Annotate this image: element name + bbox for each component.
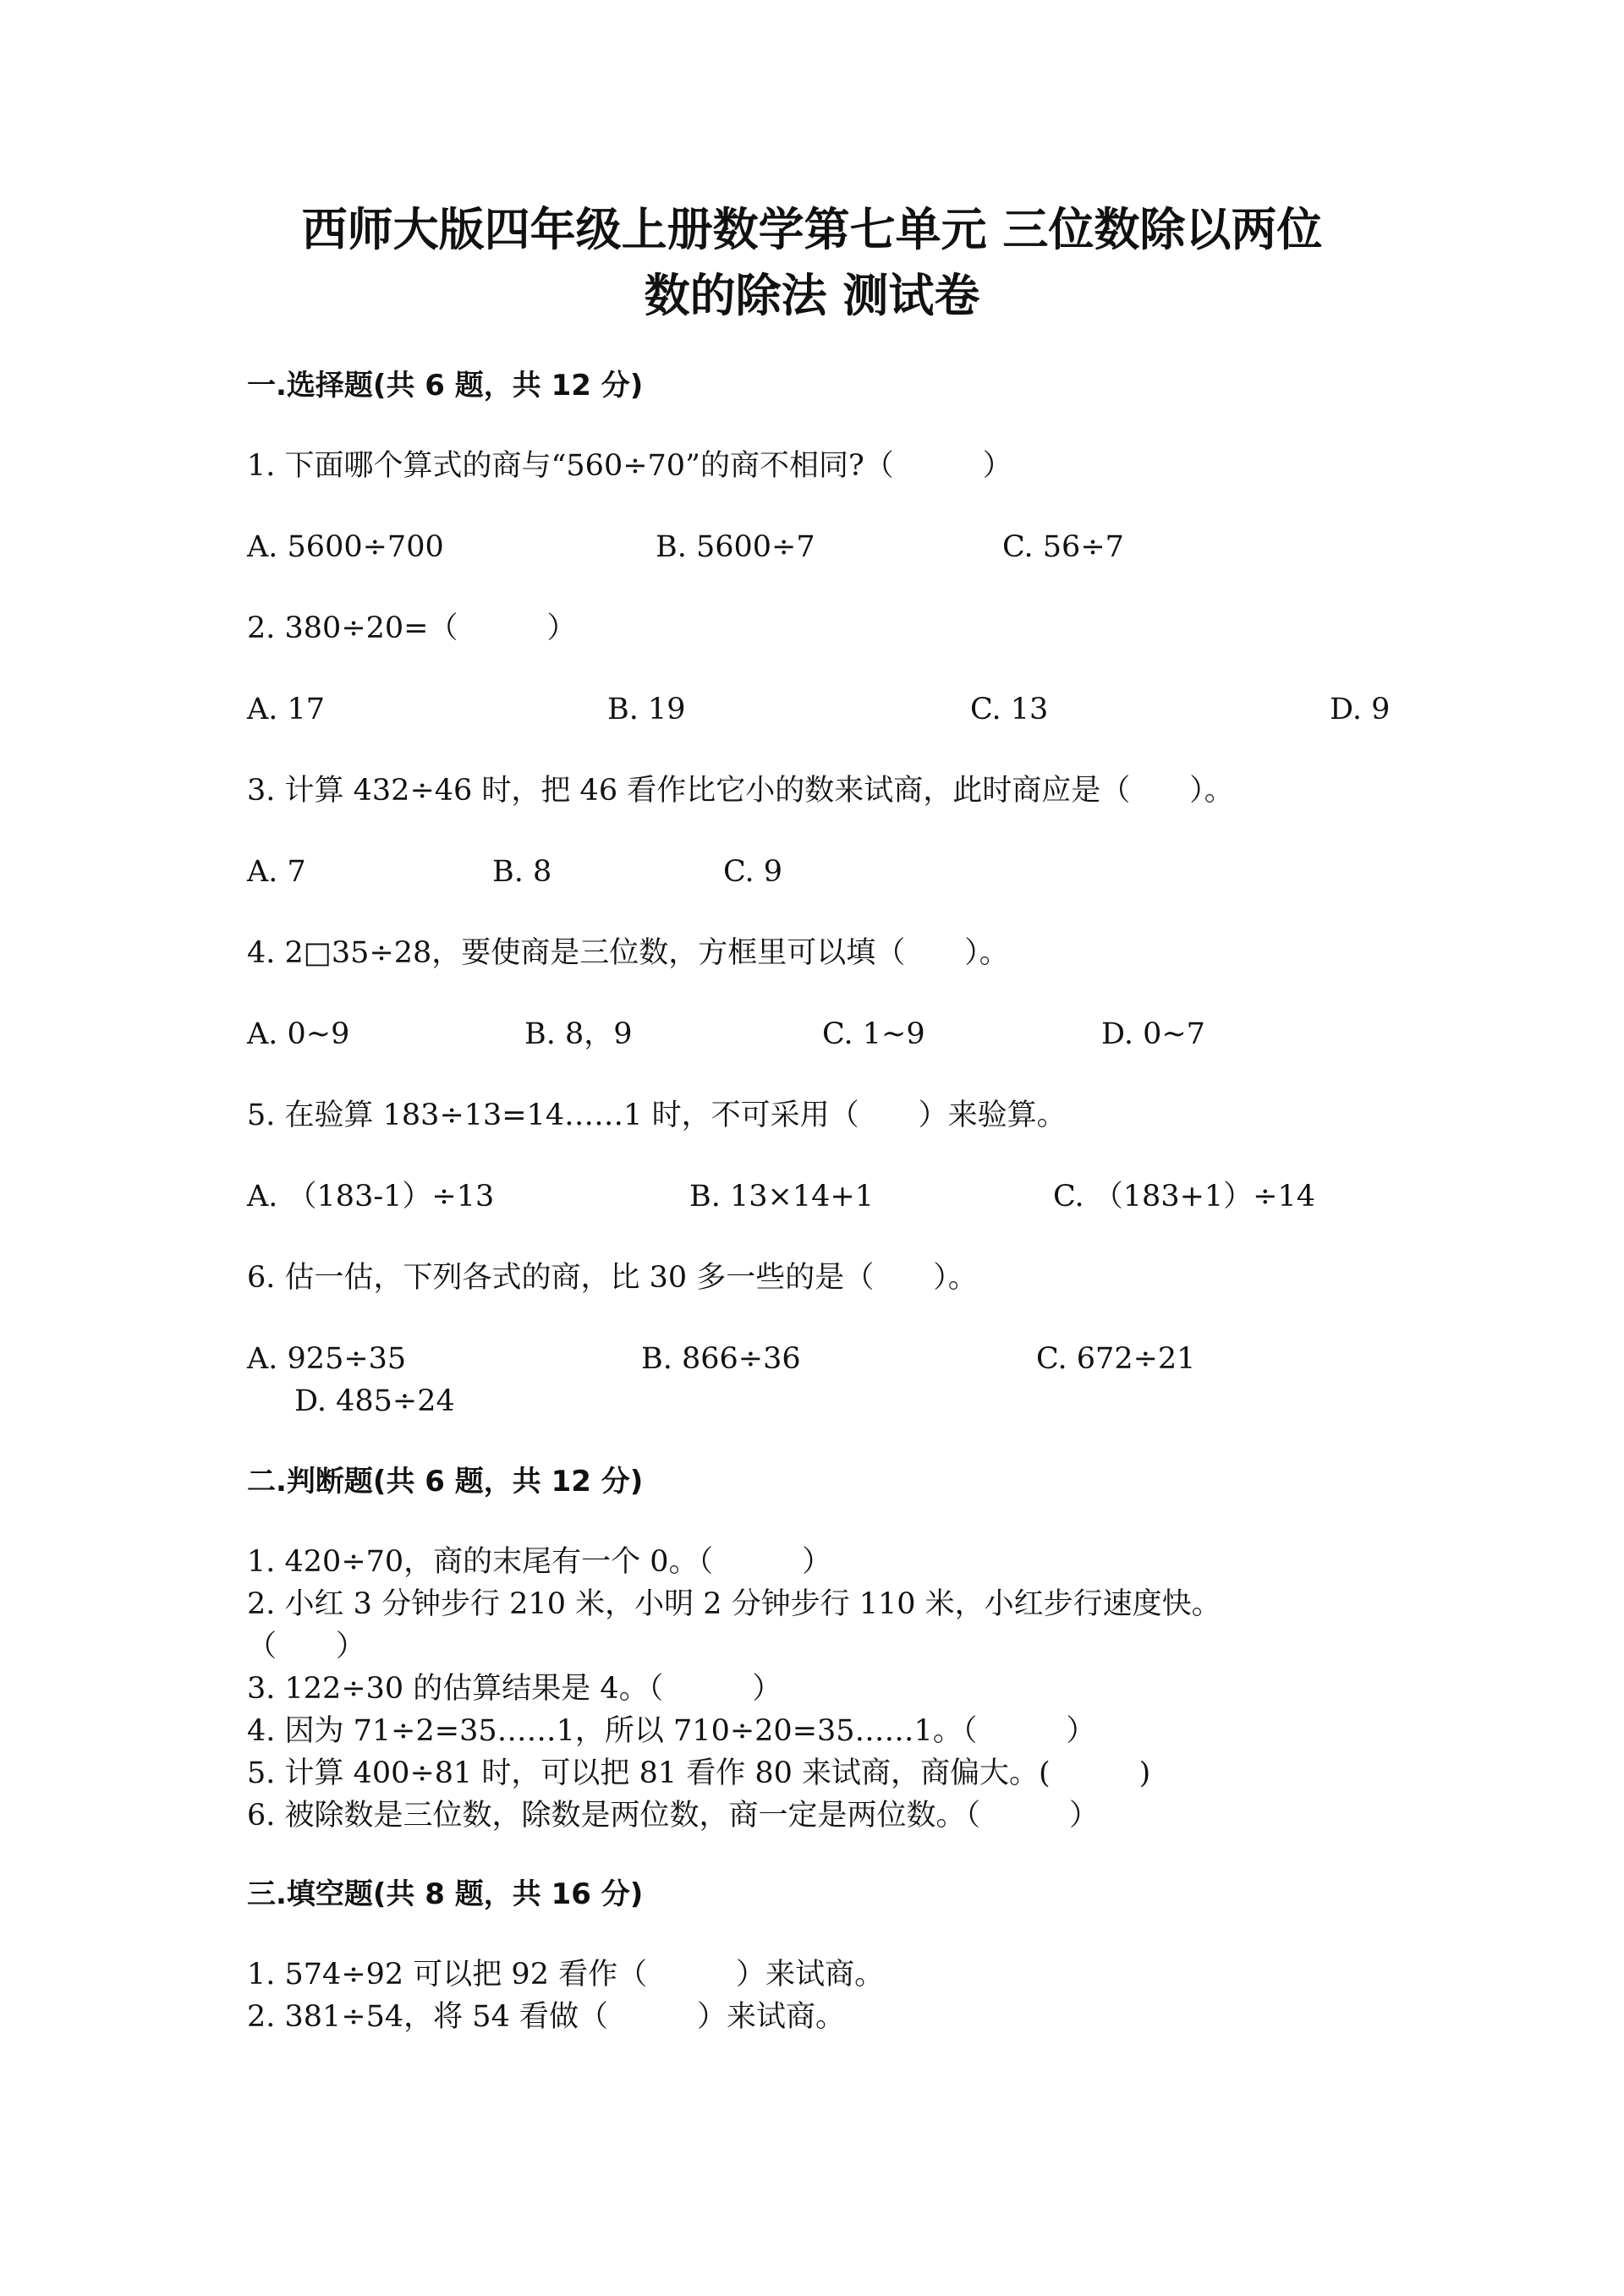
question-5: 5. 在验算 183÷13=14……1 时，不可采用（ ）来验算。 xyxy=(247,1099,1067,1132)
q4-option-a: A. 0~9 xyxy=(247,1017,350,1051)
q3-option-c: C. 9 xyxy=(723,855,783,889)
q3-option-b: B. 8 xyxy=(492,855,552,889)
q4-option-d: D. 0~7 xyxy=(1101,1017,1205,1051)
question-6: 6. 估一估，下列各式的商，比 30 多一些的是（ ）。 xyxy=(247,1261,978,1295)
judge-item-2-bracket: （ ） xyxy=(247,1630,366,1663)
q1-option-b: B. 5600÷7 xyxy=(656,530,815,564)
judge-item-1: 1. 420÷70，商的末尾有一个 0。（ ） xyxy=(247,1545,832,1579)
judge-item-5: 5. 计算 400÷81 时，可以把 81 看作 80 来试商，商偏大。( ) xyxy=(247,1756,1151,1790)
q6-option-d: D. 485÷24 xyxy=(294,1384,455,1418)
page-title-line1: 西师大版四年级上册数学第七单元 三位数除以两位 xyxy=(301,203,1323,256)
fill-item-1: 1. 574÷92 可以把 92 看作（ ）来试商。 xyxy=(247,1958,885,1992)
q6-option-b: B. 866÷36 xyxy=(641,1342,801,1376)
q5-option-b: B. 13×14+1 xyxy=(689,1180,874,1214)
q6-option-a: A. 925÷35 xyxy=(247,1342,407,1376)
q5-option-a: A. （183-1）÷13 xyxy=(247,1180,495,1214)
q2-option-d: D. 9 xyxy=(1330,693,1391,726)
q2-option-a: A. 17 xyxy=(247,693,326,726)
page-title-line2: 数的除法 测试卷 xyxy=(644,269,980,322)
q1-option-a: A. 5600÷700 xyxy=(247,530,444,564)
question-2: 2. 380÷20=（ ） xyxy=(247,611,577,645)
q2-option-c: C. 13 xyxy=(970,693,1049,726)
q4-option-b: B. 8，9 xyxy=(524,1017,633,1051)
section-heading-fill: 三.填空题(共 8 题，共 16 分) xyxy=(247,1877,644,1911)
question-1: 1. 下面哪个算式的商与“560÷70”的商不相同?（ ） xyxy=(247,449,1012,483)
judge-item-2: 2. 小红 3 分钟步行 210 米，小明 2 分钟步行 110 米，小红步行速度快。 xyxy=(247,1587,1221,1621)
fill-item-2: 2. 381÷54，将 54 看做（ ）来试商。 xyxy=(247,2000,845,2034)
judge-item-4: 4. 因为 71÷2=35……1，所以 710÷20=35……1。（ ） xyxy=(247,1714,1096,1748)
q4-option-c: C. 1~9 xyxy=(822,1017,925,1051)
question-4: 4. 2□35÷28，要使商是三位数，方框里可以填（ ）。 xyxy=(247,936,1009,970)
q6-option-c: C. 672÷21 xyxy=(1036,1342,1196,1376)
q5-option-c: C. （183+1）÷14 xyxy=(1053,1180,1316,1214)
q1-option-c: C. 56÷7 xyxy=(1002,530,1124,564)
q2-option-b: B. 19 xyxy=(607,693,686,726)
judge-item-3: 3. 122÷30 的估算结果是 4。（ ） xyxy=(247,1672,782,1706)
q3-option-a: A. 7 xyxy=(247,855,306,889)
judge-item-6: 6. 被除数是三位数，除数是两位数，商一定是两位数。（ ） xyxy=(247,1799,1100,1833)
question-3: 3. 计算 432÷46 时，把 46 看作比它小的数来试商，此时商应是（ ）。 xyxy=(247,774,1234,808)
section-heading-choice: 一.选择题(共 6 题，共 12 分) xyxy=(247,369,644,403)
section-heading-judge: 二.判断题(共 6 题，共 12 分) xyxy=(247,1465,644,1499)
